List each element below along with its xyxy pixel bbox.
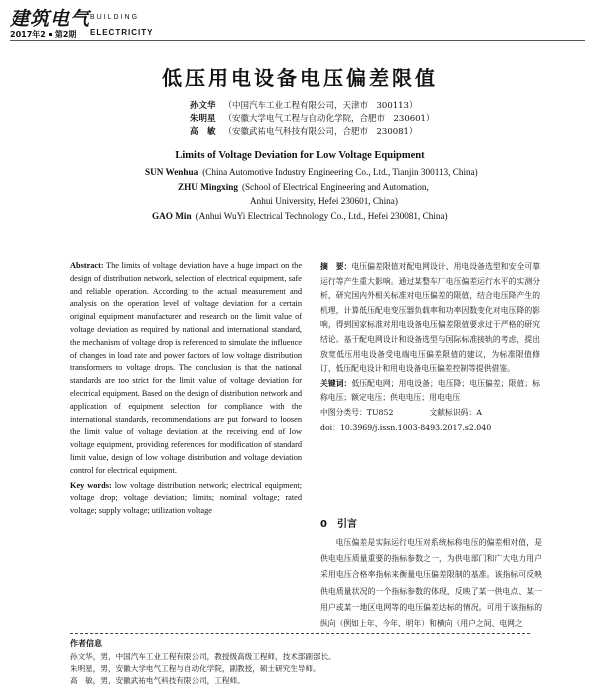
intro-paragraph: 电压偏差是实际运行电压对系统标称电压的偏差相对值，是供电电压质量重要的指标参数之一，为供电部门和广大电力用户采用电压合格率指标来衡量电压偏差限制的基准。该指标可反映供电质量状况的一个指标参数的体现，反映了某一供电点、某一用户或某一地区电网等的电压偏差达标的情况。可用于该指标的纵向（例如上年、今年、明年）和横向（用户之间、电网之 <box>320 538 542 629</box>
keywords-paragraph <box>70 480 302 518</box>
cn-abstract-text: 电压偏差限值对配电网设计、用电设备选型和安全可靠运行等产生重大影响。通过某整车厂电压偏差运行水平的实测分析，研究国内外相关标准对电压偏差的限值，结合电压降产生的机理，计算低压配电变压器负载率和功率因数变化对电压降的影响，得到国家标准对用电设备电压偏差限值要求过于严格的研究结论。基于配电网设计和设备选型与国际标准接轨的考虑，提出放宽低压用电设备受电端电压偏差限值的建议，为标准限值修订、低压配电设计和用电设备电压偏差控制等提供借鉴。 <box>320 262 540 374</box>
chinese-abstract <box>320 260 540 435</box>
author-en-affiliation: (School of Electrical Engineering and Automation, <box>241 182 429 192</box>
doc-code-label: 文献标识码： <box>429 407 477 417</box>
keywords-text: low voltage distribution network; electrical equipment; voltage drop; voltage deviation; limits; nominal voltage; rated voltage; supply voltage; utilization voltage <box>70 480 302 516</box>
author-cn <box>190 99 417 111</box>
journal-logo: 建筑电气 <box>10 8 91 30</box>
author-affiliation: （安徽武祐电气科技有限公司，合肥市 230081） <box>223 127 418 137</box>
abstract-text: The limits of voltage deviation have a huge impact on the design of distribution network, selection of electrical equipment, safe and reliable operation. According to the actual measurement and analysis on the operation level of voltage deviation for a certain original equipment manufacturer and research on the limit value of voltage deviation as required by national and international standard, the mechanism of voltage drop is referenced to simulate the influence of changes in load rate and power factors of low voltage distribution transformers to voltage drops. The conclusion is that the national standards are too strict for the limit value of voltage deviation for electrical equipment. Based on the design of distribution network and application of equipment selection for compliance with the international standards, recommendations are put forward to loosen the limit value of voltage deviation at the receiving end of low voltage equipment, providing references for modification of standard limit value, design of low voltage distribution and voltage deviation control for electrical equipment. <box>70 261 302 475</box>
journal-name-building: BUILDING <box>90 14 140 21</box>
journal-name-electricity: ELECTRICITY <box>90 28 154 37</box>
cn-keywords-label: 关键词： <box>320 378 352 388</box>
issue-number: 第2期 <box>54 30 77 39</box>
issue-year: 2017年2 <box>10 30 46 39</box>
dot-separator <box>49 33 52 36</box>
cn-keywords-text: 低压配电网；用电设备；电压降；电压偏差；限值；标称电压；额定电压；供电电压；用电电压 <box>320 378 540 403</box>
classification-line <box>320 406 540 421</box>
abstract-paragraph <box>70 260 302 478</box>
author-name: 高 敏 <box>190 127 216 137</box>
author-name: 朱明星 <box>190 114 216 124</box>
author-affiliation: （中国汽车工业工程有限公司，天津市 300113） <box>223 101 418 111</box>
paper-title: 低压用电设备电压偏差限值 <box>162 66 438 90</box>
footnote-line: 高 敏，男，安徽武祐电气科技有限公司，工程师。 <box>70 676 245 685</box>
doi: doi：10.3969/j.issn.1003-8493.2017.s2.040 <box>320 422 492 432</box>
author-en-affiliation: (China Automotive Industry Engineering Co., Ltd., Tianjin 300113, China) <box>202 167 478 177</box>
author-en-name: ZHU Mingxing <box>178 182 238 192</box>
english-abstract <box>70 260 302 518</box>
author-cn <box>190 125 417 137</box>
section-heading-intro: 0 引言 <box>320 519 357 530</box>
author-affiliation: （安徽大学电气工程与自动化学院，合肥市 230601） <box>223 114 435 124</box>
author-en <box>250 196 398 206</box>
author-cn <box>190 112 434 124</box>
cn-keywords-paragraph <box>320 377 540 406</box>
footnote-line: 朱明星，男，安徽大学电气工程与自动化学院，副教授，硕士研究生导师。 <box>70 664 321 673</box>
author-name: 孙文华 <box>190 101 216 111</box>
english-title: Limits of Voltage Deviation for Low Voltage Equipment <box>175 150 425 161</box>
author-en-affiliation: Anhui University, Hefei 230601, China) <box>250 196 398 206</box>
clc-value: TU852 <box>366 407 394 417</box>
cn-abstract-label: 摘 要： <box>320 262 352 271</box>
footnote-separator <box>70 633 530 634</box>
author-en <box>145 167 478 177</box>
author-en <box>178 182 429 192</box>
author-en <box>152 211 448 221</box>
header-rule <box>10 40 585 41</box>
clc-label: 中图分类号： <box>320 407 367 417</box>
footnote-heading: 作者信息 <box>70 639 102 648</box>
doc-code-value: A <box>476 407 482 417</box>
author-en-affiliation: (Anhui WuYi Electrical Technology Co., Ltd., Hefei 230081, China) <box>195 211 448 221</box>
cn-abstract-paragraph <box>320 260 540 377</box>
author-en-name: GAO Min <box>152 211 192 221</box>
footnote-line: 孙文华，男，中国汽车工业工程有限公司，教授级高级工程师，技术部副部长。 <box>70 652 336 661</box>
issue-label <box>10 29 76 40</box>
abstract-label: Abstract: <box>70 261 104 270</box>
author-en-name: SUN Wenhua <box>145 167 199 177</box>
keywords-label: Key words: <box>70 480 112 490</box>
